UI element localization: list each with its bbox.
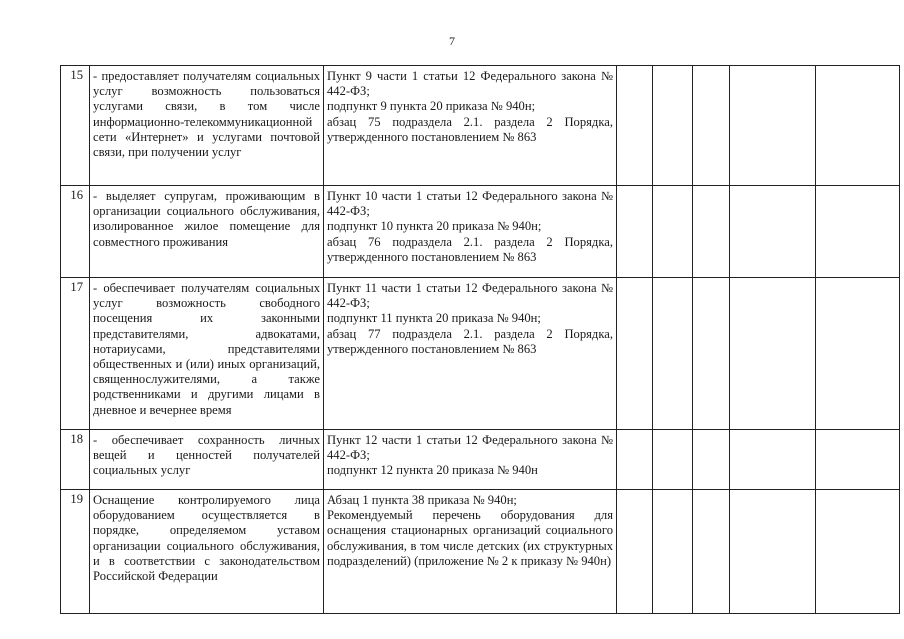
legal-basis-line: Рекомендуемый перечень оборудования для оснащения стационарных организаций социального обслуживания, в том числе детских (их структурных подразделений) (приложение № 2 к приказу № 940н) bbox=[327, 508, 613, 568]
answer-cell bbox=[617, 186, 653, 278]
answer-cell bbox=[816, 66, 900, 186]
legal-basis-line: подпункт 10 пункта 20 приказа № 940н; bbox=[327, 219, 542, 234]
answer-cell bbox=[730, 186, 816, 278]
answer-cell bbox=[653, 490, 693, 614]
legal-basis-cell bbox=[324, 490, 617, 614]
answer-cell bbox=[617, 430, 653, 490]
answer-cell bbox=[653, 278, 693, 430]
legal-basis-line: Абзац 1 пункта 38 приказа № 940н; bbox=[327, 493, 517, 507]
legal-basis-line: подпункт 11 пункта 20 приказа № 940н; bbox=[327, 311, 541, 326]
legal-basis-cell bbox=[324, 278, 617, 430]
answer-cell bbox=[693, 430, 730, 490]
legal-basis-cell bbox=[324, 430, 617, 490]
answer-cell bbox=[693, 66, 730, 186]
table-row bbox=[61, 66, 900, 186]
answer-cell bbox=[816, 278, 900, 430]
legal-basis-cell bbox=[324, 186, 617, 278]
answer-cell bbox=[730, 490, 816, 614]
answer-cell bbox=[730, 278, 816, 430]
answer-cell bbox=[653, 430, 693, 490]
row-number: 18 bbox=[61, 430, 90, 490]
answer-cell bbox=[693, 490, 730, 614]
row-number: 19 bbox=[61, 490, 90, 614]
answer-cell bbox=[617, 66, 653, 186]
requirement-cell: - обеспечивает получателям социальных услуг возможность свободного посещения их законными представителями, адвокатами, нотариусами, представителями общественных и (или) иных организаций, священнослужителями, а также родственниками и другими лицами в дневное и вечернее время bbox=[90, 278, 324, 430]
requirement-cell: - обеспечивает сохранность личных вещей и ценностей получателей социальных услуг bbox=[90, 430, 324, 490]
legal-basis-line: Пункт 9 части 1 статьи 12 Федерального закона № 442-ФЗ; bbox=[327, 69, 613, 99]
answer-cell bbox=[693, 186, 730, 278]
page-number: 7 bbox=[449, 34, 455, 48]
legal-basis-line: подпункт 9 пункта 20 приказа № 940н; bbox=[327, 99, 536, 114]
row-number: 16 bbox=[61, 186, 90, 278]
legal-basis-line: Пункт 11 части 1 статьи 12 Федерального закона № 442-ФЗ; bbox=[327, 281, 613, 311]
legal-basis-line: абзац 77 подраздела 2.1. раздела 2 Порядка, утвержденного постановлением № 863 bbox=[327, 326, 613, 356]
legal-basis-line: Пункт 12 части 1 статьи 12 Федерального закона № 442-ФЗ; bbox=[327, 433, 613, 463]
legal-basis-line: Пункт 10 части 1 статьи 12 Федерального закона № 442-ФЗ; bbox=[327, 189, 613, 219]
answer-cell bbox=[653, 186, 693, 278]
answer-cell bbox=[730, 430, 816, 490]
answer-cell bbox=[653, 66, 693, 186]
legal-basis-cell bbox=[324, 66, 617, 186]
legal-basis-line: абзац 76 подраздела 2.1. раздела 2 Порядка, утвержденного постановлением № 863 bbox=[327, 234, 613, 264]
row-number: 17 bbox=[61, 278, 90, 430]
checklist-table bbox=[60, 65, 900, 614]
row-number: 15 bbox=[61, 66, 90, 186]
table-row bbox=[61, 186, 900, 278]
answer-cell bbox=[617, 278, 653, 430]
legal-basis-line: подпункт 12 пункта 20 приказа № 940н bbox=[327, 463, 538, 478]
table-row bbox=[61, 278, 900, 430]
answer-cell bbox=[730, 66, 816, 186]
table-row bbox=[61, 430, 900, 490]
legal-basis-line: абзац 75 подраздела 2.1. раздела 2 Порядка, утвержденного постановлением № 863 bbox=[327, 114, 613, 144]
requirement-cell: - предоставляет получателям социальных услуг возможность пользоваться услугами связи, в том числе информационно-телекоммуникационной сети «Интернет» и услугами почтовой связи, при получении услуг bbox=[90, 66, 324, 186]
answer-cell bbox=[816, 186, 900, 278]
table-row bbox=[61, 490, 900, 614]
answer-cell bbox=[816, 490, 900, 614]
answer-cell bbox=[693, 278, 730, 430]
requirement-cell: Оснащение контролируемого лица оборудованием осуществляется в порядке, определяемом уставом организации социального обслуживания, и в соответствии с законодательством Российской Федерации bbox=[90, 490, 324, 614]
answer-cell bbox=[617, 490, 653, 614]
answer-cell bbox=[816, 430, 900, 490]
requirement-cell: - выделяет супругам, проживающим в организации социального обслуживания, изолированное жилое помещение для совместного проживания bbox=[90, 186, 324, 278]
